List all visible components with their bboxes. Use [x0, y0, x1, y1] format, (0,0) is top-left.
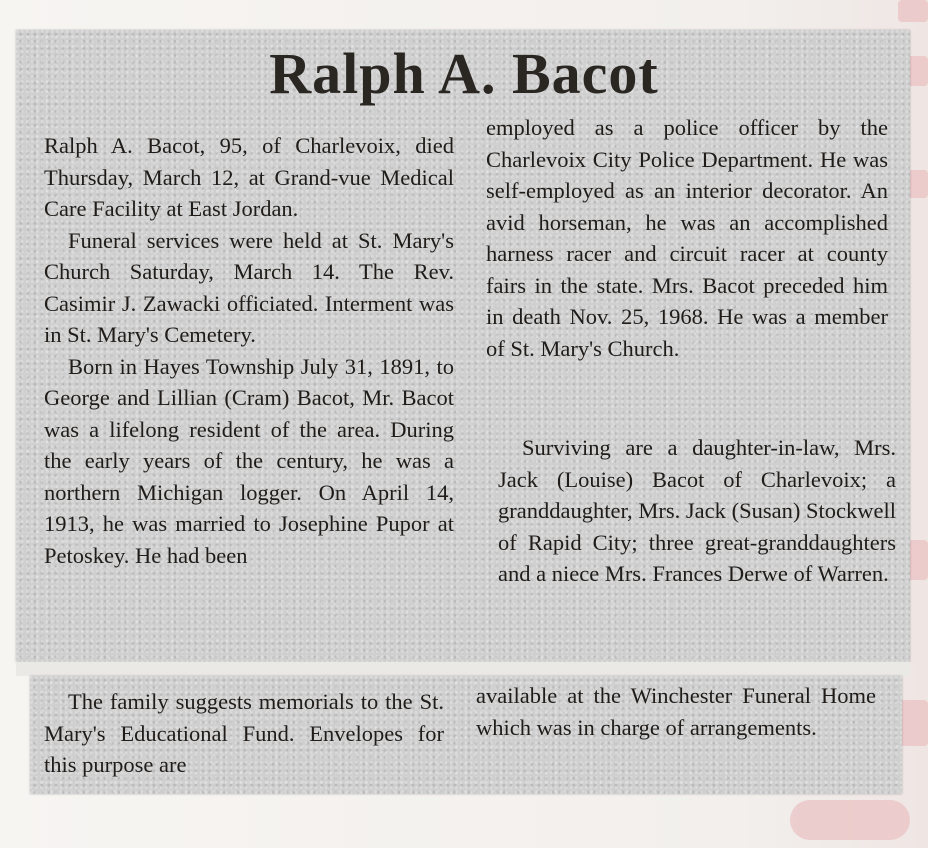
paragraph: available at the Winchester Funeral Home which was in charge of arrangements.: [476, 683, 876, 740]
backdrop-streak: [898, 0, 928, 22]
obituary-headline: Ralph A. Bacot: [269, 41, 659, 106]
paragraph: Funeral services were held at St. Mary's Church Saturday, March 14. The Rev. Casimir J. Zawacki officiated. Interment was in St. Mary's Cemetery.: [44, 227, 454, 347]
clipping-seam: [16, 662, 910, 676]
paragraph: employed as a police officer by the Charlevoix City Police Department. He was self-employed as an interior decorator. An avid horseman, he was an accomplished harness racer and circuit racer at county fairs in the state. Mrs. Bacot preceded him in death Nov. 25, 1968. He was a member of St. Mary's Church.: [486, 115, 888, 361]
column-bottom-right: [476, 680, 876, 743]
backdrop-streak: [900, 700, 928, 746]
paragraph: The family suggests memorials to the St. Mary's Educational Fund. Envelopes for this purpose are: [44, 689, 444, 777]
column-bottom-left: [44, 686, 444, 781]
column-right-survivors: [498, 432, 896, 590]
backdrop-streak: [790, 800, 910, 840]
column-left: [44, 130, 454, 571]
column-right: [486, 112, 888, 364]
paragraph: Surviving are a daughter-in-law, Mrs. Jack (Louise) Bacot of Charlevoix; a granddaughter, Mrs. Jack (Susan) Stockwell of Rapid City; three great-granddaughters and a niece Mrs. Frances Derwe of Warren.: [498, 435, 896, 586]
paragraph: Born in Hayes Township July 31, 1891, to George and Lillian (Cram) Bacot, Mr. Bacot was a lifelong resident of the area. During the early years of the century, he was a northern Michigan logger. On April 14, 1913, he was married to Josephine Pupor at Petoskey. He had been: [44, 353, 454, 568]
paragraph: Ralph A. Bacot, 95, of Charlevoix, died Thursday, March 12, at Grand-vue Medical Care Facility at East Jordan.: [44, 133, 454, 221]
